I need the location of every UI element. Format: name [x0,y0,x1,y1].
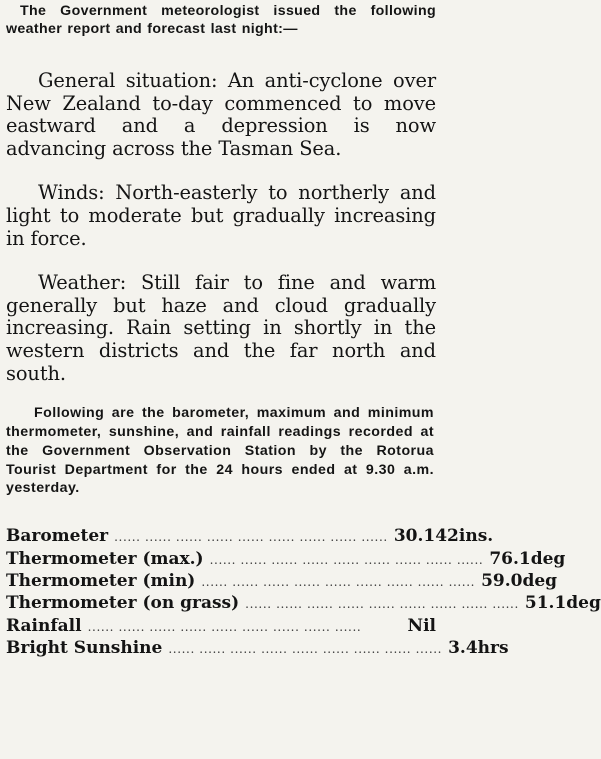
reading-row-barometer [6,526,494,548]
dot-leader: ...... ...... ...... ...... ...... ...... ...... ...... ...... [245,597,519,612]
reading-value: 76.1deg [489,548,566,569]
reading-value: 51.1deg [524,593,601,614]
dot-leader: ...... ...... ...... ...... ...... ...... ...... ...... ...... [201,574,476,589]
reading-row-thermometer-min [6,570,558,593]
dot-leader: ...... ...... ...... ...... ...... ...... ...... ...... ...... [168,642,443,657]
reading-value: 30.142ins. [393,526,494,547]
readings-table [6,526,601,660]
reading-row-bright-sunshine [6,638,509,660]
reading-label: Thermometer (max.) [6,548,204,569]
reading-label: Barometer [6,526,109,547]
reading-row-rainfall [6,616,436,638]
reading-label: Thermometer (min) [6,570,196,591]
weather-paragraph: Weather: Still fair to fine and warm generally but haze and cloud gradually increasing. Rain setting in shortly in the western districts and the far north and south. [6,271,436,385]
reading-value: 59.0deg [481,570,558,591]
reading-row-thermometer-max [6,548,566,571]
readings-intro: Following are the barometer, maximum and minimum thermometer, sunshine, and rainfall readings recorded at the Government Observation Station by the Rotorua Tourist Department for the 24 hours ended at 9.30 a.m. yesterday. [6,405,434,497]
reading-label: Thermometer (on grass) [6,593,240,614]
dot-leader: ...... ...... ...... ...... ...... ...... ...... ...... ...... [114,530,388,545]
dot-leader: ...... ...... ...... ...... ...... ...... ...... ...... ...... [87,619,362,634]
reading-value: 3.4hrs [448,638,509,659]
dot-leader: ...... ...... ...... ...... ...... ...... ...... ...... ...... [209,552,484,567]
general-situation-paragraph: General situation: An anti-cyclone over New Zealand to-day commenced to move eastward and a depression is now advancing across the Tasman Sea. [6,69,436,160]
reading-label: Rainfall [6,615,82,636]
report-intro: The Government meteorologist issued the following weather report and forecast last night:— [6,3,436,37]
reading-value: Nil [407,615,436,636]
reading-row-thermometer-grass [6,593,601,615]
winds-paragraph: Winds: North-easterly to northerly and light to moderate but gradually increasing in force. [6,181,436,250]
reading-label: Bright Sunshine [6,638,163,659]
